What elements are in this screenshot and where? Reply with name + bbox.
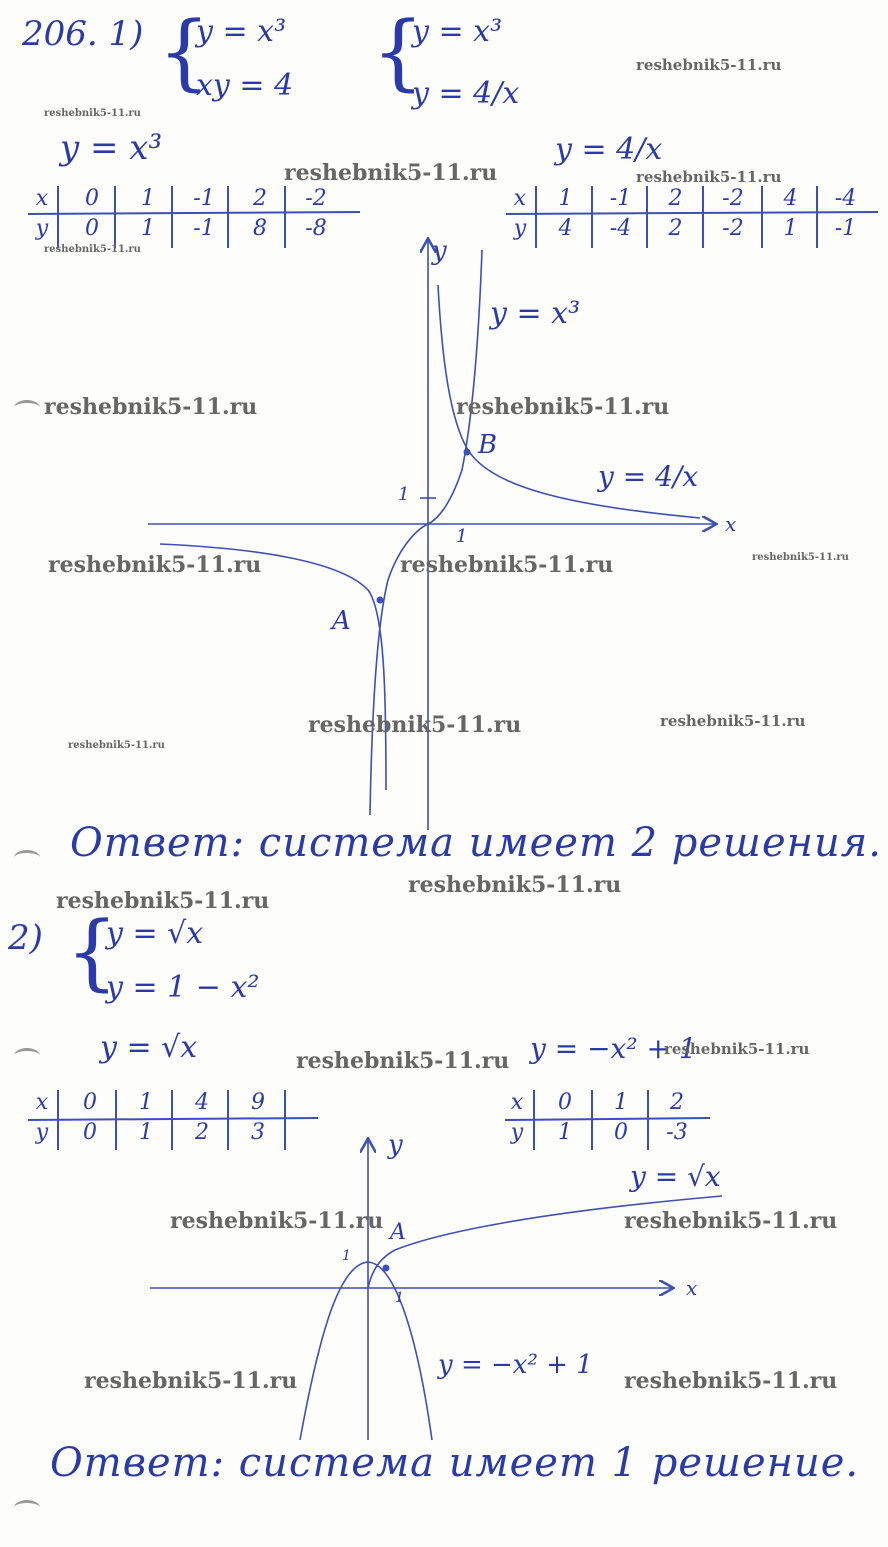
system-equation: y = x³ bbox=[412, 14, 503, 49]
watermark: reshebnik5-11.ru bbox=[752, 552, 849, 563]
curve-label: y = 4/x bbox=[598, 460, 699, 493]
watermark: reshebnik5-11.ru bbox=[296, 1048, 510, 1074]
table-cell: 9 bbox=[251, 1090, 265, 1115]
axis-label-y: y bbox=[432, 236, 447, 266]
table-cell: 1 bbox=[139, 1120, 153, 1145]
table-cell: x bbox=[513, 186, 527, 211]
intersection-point-a bbox=[383, 1265, 390, 1272]
tick-label: 1 bbox=[342, 1248, 351, 1264]
curve-label: y = √x bbox=[630, 1160, 721, 1193]
system-brace: { bbox=[66, 905, 119, 1000]
table-cell: 2 bbox=[195, 1120, 209, 1145]
table-cell: -4 bbox=[609, 216, 632, 241]
watermark: reshebnik5-11.ru bbox=[624, 1368, 838, 1394]
table-cell: -1 bbox=[834, 216, 857, 241]
point-label: A bbox=[332, 606, 351, 636]
watermark: reshebnik5-11.ru bbox=[660, 712, 806, 730]
problem-number: 206. 1) bbox=[22, 14, 144, 54]
table-cell: 4 bbox=[195, 1090, 209, 1115]
function-label: y = √x bbox=[100, 1030, 198, 1065]
table-cell: 1 bbox=[139, 1090, 153, 1115]
function-label: y = −x² + 1 bbox=[530, 1032, 697, 1065]
problem-number: 2) bbox=[8, 918, 43, 958]
table-cell: 4 bbox=[558, 216, 573, 241]
watermark: reshebnik5-11.ru bbox=[84, 1368, 298, 1394]
table-cell: -3 bbox=[666, 1120, 688, 1145]
table-cell: 0 bbox=[83, 1090, 97, 1115]
table-cell: x bbox=[35, 1090, 49, 1115]
table-cell: x bbox=[35, 186, 49, 211]
watermark: reshebnik5-11.ru bbox=[624, 1208, 838, 1234]
watermark: reshebnik5-11.ru bbox=[636, 56, 782, 74]
watermark: reshebnik5-11.ru bbox=[284, 160, 498, 186]
watermark: reshebnik5-11.ru bbox=[636, 168, 782, 186]
watermark: reshebnik5-11.ru bbox=[44, 394, 258, 420]
watermark: reshebnik5-11.ru bbox=[44, 108, 141, 119]
table-cell: 1 bbox=[558, 1120, 572, 1145]
table-cell: 4 bbox=[783, 186, 798, 211]
table-cell: -2 bbox=[305, 186, 327, 211]
table-cell: -2 bbox=[722, 216, 744, 241]
point-label: A bbox=[390, 1220, 406, 1245]
watermark: reshebnik5-11.ru bbox=[308, 712, 522, 738]
system-equation: y = x³ bbox=[196, 14, 287, 49]
axis-label-y: y bbox=[388, 1130, 403, 1160]
table-cell: -1 bbox=[193, 216, 215, 241]
intersection-point-a bbox=[377, 597, 384, 604]
tick-label: 1 bbox=[456, 526, 468, 547]
table-cell: -4 bbox=[834, 186, 857, 211]
point-label: B bbox=[478, 430, 498, 460]
table-cell: 1 bbox=[558, 186, 573, 211]
table-cell: 0 bbox=[614, 1120, 628, 1145]
system-equation: y = √x bbox=[106, 916, 204, 951]
table-cell: 2 bbox=[668, 186, 683, 211]
function-label: y = x³ bbox=[60, 128, 163, 168]
table-cell: -8 bbox=[305, 216, 327, 241]
table-cell: y bbox=[510, 1120, 524, 1145]
table-cell: 1 bbox=[783, 216, 798, 241]
system-equation: xy = 4 bbox=[196, 68, 294, 103]
system-equation: y = 4/x bbox=[412, 76, 520, 111]
table-cell: x bbox=[510, 1090, 524, 1115]
table-cell: y bbox=[35, 1120, 49, 1145]
table-cell: -1 bbox=[193, 186, 215, 211]
watermark: reshebnik5-11.ru bbox=[56, 888, 270, 914]
table-cell: 0 bbox=[558, 1090, 572, 1115]
table-cell: 3 bbox=[251, 1120, 265, 1145]
curve-hyperbola bbox=[160, 544, 386, 790]
curve-label: y = x³ bbox=[490, 296, 581, 331]
table-cell: 1 bbox=[614, 1090, 628, 1115]
watermark: reshebnik5-11.ru bbox=[400, 552, 614, 578]
table-cell: 0 bbox=[83, 1120, 97, 1145]
axis-label-x: x bbox=[725, 512, 737, 536]
table-cell: 1 bbox=[141, 216, 155, 241]
table-cell: 0 bbox=[85, 186, 99, 211]
table-rule bbox=[28, 212, 360, 214]
system-brace: { bbox=[158, 5, 211, 100]
answer-text: Ответ: система имеет 2 решения. bbox=[70, 820, 882, 866]
table-cell: 0 bbox=[85, 216, 99, 241]
tick-label: 1 bbox=[398, 484, 410, 505]
watermark: reshebnik5-11.ru bbox=[408, 872, 622, 898]
function-label: y = 4/x bbox=[555, 132, 663, 167]
table-cell: 1 bbox=[141, 186, 155, 211]
watermark: reshebnik5-11.ru bbox=[456, 394, 670, 420]
table-cell: 2 bbox=[670, 1090, 684, 1115]
table-cell: -1 bbox=[609, 186, 632, 211]
watermark: reshebnik5-11.ru bbox=[68, 740, 165, 751]
table-cell: 2 bbox=[668, 216, 683, 241]
answer-text: Ответ: система имеет 1 решение. bbox=[50, 1440, 860, 1486]
table-cell: y bbox=[35, 216, 49, 241]
table-rule bbox=[505, 1118, 710, 1120]
watermark: reshebnik5-11.ru bbox=[664, 1040, 810, 1058]
table-rule bbox=[506, 212, 878, 214]
table-cell: -2 bbox=[722, 186, 744, 211]
table-cell: 2 bbox=[253, 186, 267, 211]
curve-label: y = −x² + 1 bbox=[438, 1350, 593, 1380]
intersection-point-b bbox=[464, 449, 471, 456]
watermark: reshebnik5-11.ru bbox=[48, 552, 262, 578]
system-brace: { bbox=[372, 5, 425, 100]
watermark: reshebnik5-11.ru bbox=[170, 1208, 384, 1234]
table-cell: 8 bbox=[253, 216, 267, 241]
watermark: reshebnik5-11.ru bbox=[44, 244, 141, 255]
system-equation: y = 1 − x² bbox=[106, 970, 260, 1005]
table-cell: y bbox=[513, 216, 527, 241]
axis-label-x: x bbox=[686, 1276, 698, 1300]
tick-label: 1 bbox=[395, 1290, 404, 1306]
